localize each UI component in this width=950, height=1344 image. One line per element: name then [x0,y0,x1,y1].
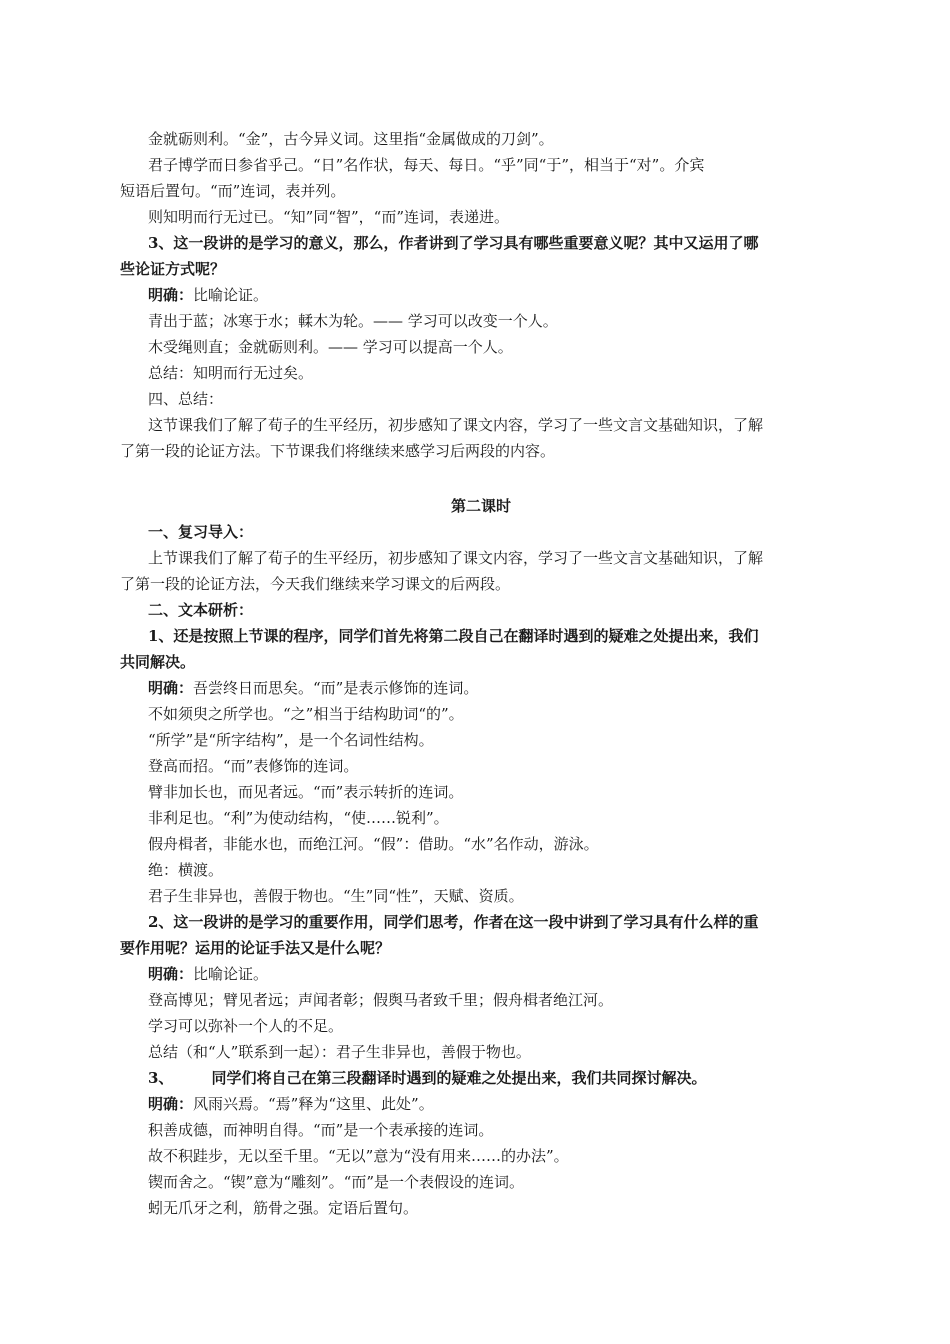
question-2-line2: 要作用呢？运用的论证手法又是什么呢？ [120,939,391,957]
question-1-line2: 共同解决。 [120,653,196,671]
section-heading: 一、复习导入： [148,523,254,541]
answer-text: 比喻论证。 [193,286,269,304]
text-line: 锲而舍之。“锲”意为“雕刻”。“而”是一个表假设的连词。 [148,1173,525,1191]
question-3-text: 同学们将自己在第三段翻译时遇到的疑难之处提出来，我们共同探讨解决。 [211,1069,707,1087]
answer-label: 明确： [148,1095,194,1113]
text-line: 青出于蓝；冰寒于水；輮木为轮。—— 学习可以改变一个人。 [148,312,558,330]
text-line: 总结（和“人”联系到一起）：君子生非异也，善假于物也。 [148,1043,531,1061]
answer-label: 明确： [148,286,194,304]
answer-line [120,675,870,701]
text-line: 积善成德，而神明自得。“而”是一个表承接的连词。 [148,1121,494,1139]
question-1-line1: 1、还是按照上节课的程序，同学们首先将第二段自己在翻译时遇到的疑难之处提出来，我们 [148,627,759,645]
question-3-line2: 些论证方式呢？ [120,260,226,278]
text-line: 登高博见；臂见者远；声闻者彰；假舆马者致千里；假舟楫者绝江河。 [148,991,614,1009]
question-3-line1: 3、这一段讲的是学习的意义，那么，作者讲到了学习具有哪些重要意义呢？其中又运用了哪 [148,234,759,252]
text-line: 假舟楫者，非能水也，而绝江河。“假”：借助。“水”名作动，游泳。 [148,835,599,853]
text-line: 了第一段的论证方法。下节课我们将继续来感学习后两段的内容。 [120,442,556,460]
question-3-number: 3、 [148,1069,174,1087]
answer-line [120,1091,870,1117]
text-line: 短语后置句。“而”连词，表并列。 [120,182,346,200]
text-line: 金就砺则利。“金”，古今异义词。这里指“金属做成的刀剑”。 [148,130,554,148]
answer-text: 比喻论证。 [193,965,269,983]
lesson-title: 第二课时 [450,497,511,515]
answer-text: 风雨兴焉。“焉”释为“这里、此处”。 [193,1095,434,1113]
text-line: 了第一段的论证方法，今天我们继续来学习课文的后两段。 [120,575,511,593]
text-line: 非利足也。“利”为使动结构，“使……锐利”。 [148,809,449,827]
text-line: 总结：知明而行无过矣。 [148,364,314,382]
text-line: 臂非加长也，而见者远。“而”表示转折的连词。 [148,783,464,801]
answer-line [120,282,870,308]
text-line: 这节课我们了解了荀子的生平经历，初步感知了课文内容，学习了一些文言文基础知识，了解 [148,416,764,434]
text-line: 不如须臾之所学也。“之”相当于结构助词“的”。 [148,705,464,723]
text-line: 君子博学而日参省乎己。“日”名作状，每天、每日。“乎”同“于”，相当于“对”。介宾 [148,156,705,174]
text-line: 木受绳则直；金就砺则利。—— 学习可以提高一个人。 [148,338,513,356]
text-line: 蚓无爪牙之利，筋骨之强。定语后置句。 [148,1199,419,1217]
answer-label: 明确： [148,679,194,697]
text-line: “所学”是“所字结构”，是一个名词性结构。 [148,731,434,749]
text-line: 则知明而行无过已。“知”同“智”，“而”连词，表递进。 [148,208,510,226]
section-heading: 四、总结： [148,390,224,408]
question-2-line1: 2、这一段讲的是学习的重要作用，同学们思考，作者在这一段中讲到了学习具有什么样的重 [148,913,759,931]
answer-line [120,961,870,987]
question-3-line [120,1065,870,1091]
answer-text: 吾尝终日而思矣。“而”是表示修饰的连词。 [193,679,479,697]
text-line: 学习可以弥补一个人的不足。 [148,1017,344,1035]
text-line: 登高而招。“而”表修饰的连词。 [148,757,359,775]
text-line: 故不积跬步，无以至千里。“无以”意为“没有用来……的办法”。 [148,1147,569,1165]
section-heading: 二、文本研析： [148,601,254,619]
text-line: 君子生非异也，善假于物也。“生”同“性”，天赋、资质。 [148,887,524,905]
text-line: 上节课我们了解了荀子的生平经历，初步感知了课文内容，学习了一些文言文基础知识，了解 [148,549,764,567]
answer-label: 明确： [148,965,194,983]
text-line: 绝：横渡。 [148,861,224,879]
